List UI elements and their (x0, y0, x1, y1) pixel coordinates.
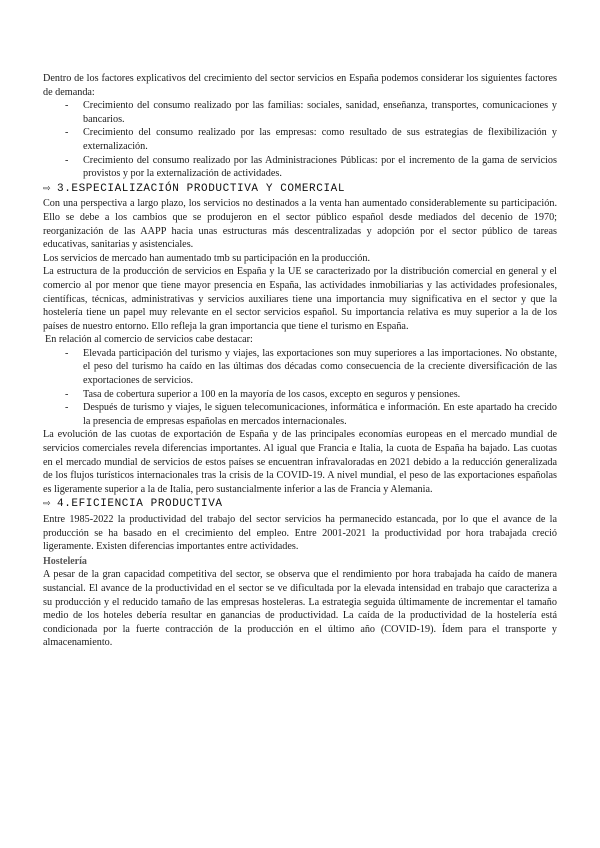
dash-marker: - (65, 127, 69, 139)
arrow-right-icon: ⇨ (43, 499, 52, 510)
dash-marker: - (65, 154, 69, 166)
arrow-right-icon: ⇨ (43, 183, 52, 194)
document-body (43, 72, 557, 650)
paragraph: En relación al comercio de servicios cabe destacar: (45, 334, 253, 346)
list-item: - Crecimiento del consumo realizado por las Administraciones Públicas: por el incremento de la gama de servicios provistos y por la externalización de actividades. (65, 154, 557, 180)
intro-paragraph: Dentro de los factores explicativos del crecimiento del sector servicios en España podemos considerar los siguientes factores de demanda: (43, 73, 557, 98)
subheading-hosteleria: Hostelería (43, 555, 87, 567)
paragraph: Los servicios de mercado han aumentado tmb su participación en la producción. (43, 252, 371, 264)
list-item: - Tasa de cobertura superior a 100 en la mayoría de los casos, excepto en seguros y pensiones. (65, 388, 461, 400)
paragraph: La estructura de la producción de servicios en España y la UE se caracterizado por la distribución comercial en general y el comercio al por menor que tiene mayor presencia en España, las actividades inmobiliarias y las actividades profesionales, científicas, técnicas, administrativas y servicios auxiliares tiene una importancia muy significativa en el sector y que la hostelería tiene un papel muy relevante en el sector servicios español. Su importancia relativa es muy superior a la de los países de nuestro entorno. Ello refleja la gran importancia que tiene el turismo en España. (43, 266, 557, 332)
dash-marker: - (65, 347, 69, 359)
section-3-heading (43, 183, 557, 197)
list-item: - Crecimiento del consumo realizado por las familias: sociales, sanidad, enseñanza, transportes, comunicaciones y bancarios. (65, 100, 557, 125)
section-4-heading (43, 498, 557, 512)
dash-marker: - (65, 402, 69, 414)
section-3-title: 3.ESPECIALIZACIÓN PRODUCTIVA Y COMERCIAL (57, 182, 346, 195)
paragraph: A pesar de la gran capacidad competitiva del sector, se observa que el rendimiento por hora trabajada ha caído de manera sustancial. El avance de la productividad en el sector se ve dificultada por la elevada intensidad en trabajo que caracteriza a su producción y el reducido tamaño de las empresas hosteleras. La estrategia seguida últimamente de incrementar el tamaño medio de los hoteles debería resultar en ganancias de productividad. La caída de la productividad de la hostelería está condicionada por la fuerte contracción de la producción en el último año (COVID-19). Ídem para el transporte y almacenamiento. (43, 569, 557, 649)
dash-marker: - (65, 100, 69, 112)
paragraph: La evolución de las cuotas de exportación de España y de las principales economías europeas en el mercado mundial de servicios comerciales revela diferencias importantes. Al igual que Francia e Italia, la cuota de España ha bajado. Las cuotas en el mercado mundial de servicios de estos países se encuentran infravaloradas en 2021 debido a la reducción generalizada de los flujos turísticos internacionales tras la crisis de la COVID-19. A nivel mundial, el peso de las exportaciones españolas es ligeramente superior a la de Italia, pero sustancialmente inferior a las de Francia y Alemania. (43, 429, 557, 495)
services-trade-list (43, 347, 557, 429)
demand-factors-list (43, 99, 557, 181)
list-item: - Después de turismo y viajes, le siguen telecomunicaciones, informática e información. En este apartado ha crecido la presencia de empresas españolas en mercados internacionales. (65, 402, 557, 427)
list-item: - Elevada participación del turismo y viajes, las exportaciones son muy superiores a las importaciones. No obstante, el peso del turismo ha caído en las últimas dos décadas como consecuencia de la creciente diversificación de las exportaciones de servicios. (65, 347, 557, 387)
paragraph: Con una perspectiva a largo plazo, los servicios no destinados a la venta han aumentado considerablemente su participación. Ello se debe a los cambios que se produjeron en el sector público español desde mediados del decenio de 1970; reorganización de las AAPP hacia unas estructuras más descentralizadas y adopción por el sector público de tareas educativas, sanitarias y asistenciales. (43, 198, 557, 251)
paragraph: Entre 1985-2022 la productividad del trabajo del sector servicios ha permanecido estancada, por lo que el avance de la producción se ha basado en el crecimiento del empleo. Entre 2001-2021 la productividad por hora trabajada creció ligeramente. Existen diferencias importantes entre actividades. (43, 514, 557, 553)
dash-marker: - (65, 388, 69, 400)
section-4-title: 4.EFICIENCIA PRODUCTIVA (57, 498, 223, 511)
list-item: - Crecimiento del consumo realizado por las empresas: como resultado de sus estrategias de flexibilización y externalización. (65, 127, 557, 152)
